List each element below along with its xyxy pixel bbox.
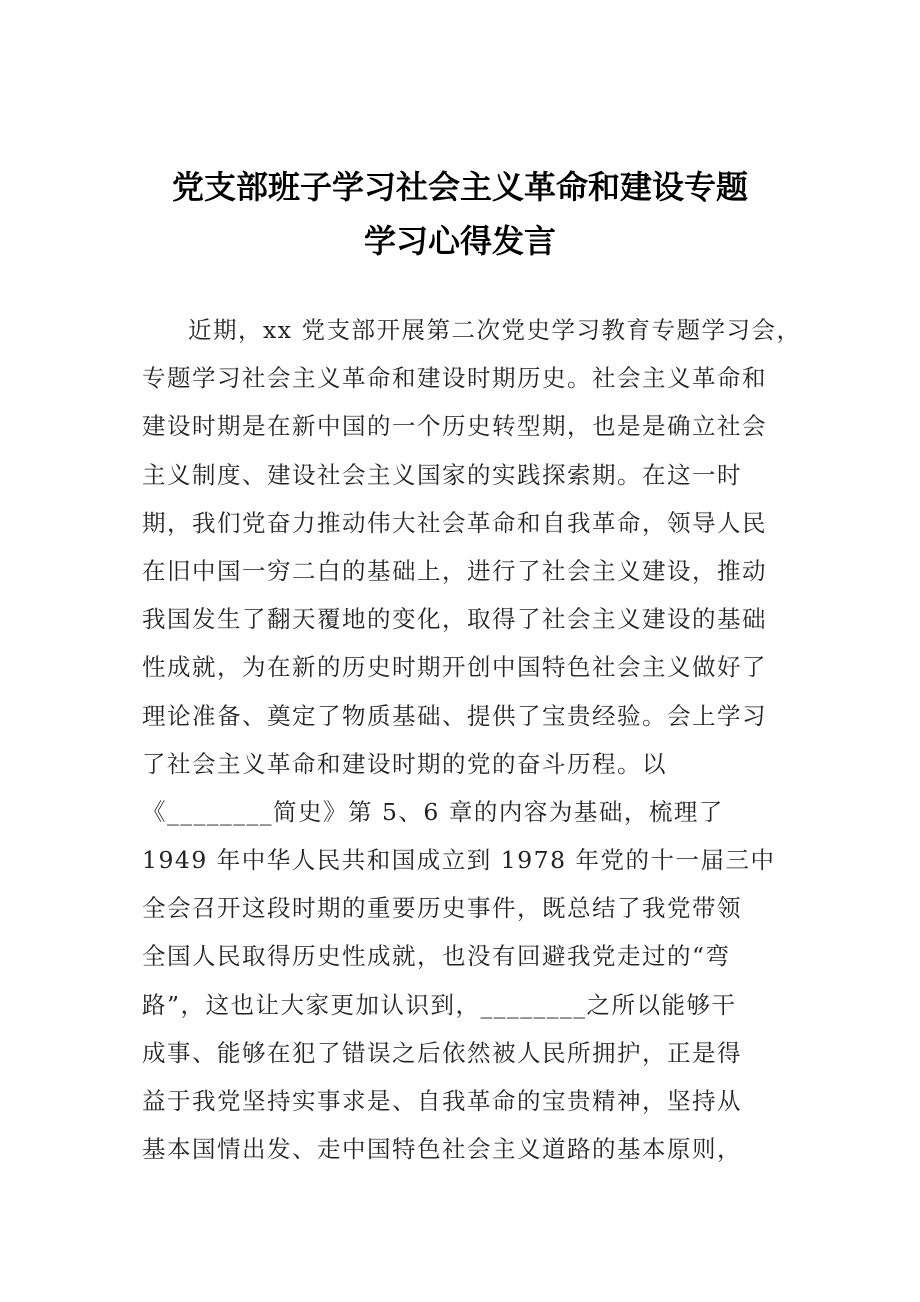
body-line-14: 全国人民取得历史性成就，也没有回避我党走过的“弯 [142,942,731,971]
body-paragraph [142,310,802,1177]
body-line-2: 专题学习社会主义革命和建设时期历史。社会主义革命和 [142,364,767,393]
document-title [0,160,920,268]
body-line-3: 建设时期是在新中国的一个历史转型期，也是是确立社会 [142,412,767,441]
title-line-2: 学习心得发言 [363,222,556,260]
body-line-15: 路”，这也让大家更加认识到，________之所以能够干 [142,990,737,1019]
body-line-17: 益于我党坚持实事求是、自我革命的宝贵精神，坚持从 [142,1087,742,1115]
title-line-1: 党支部班子学习社会主义革命和建设专题 [171,168,748,206]
body-line-12: 1949 年中华人民共和国成立到 1978 年党的十一届三中 [142,846,776,875]
body-line-18: 基本国情出发、走中国特色社会主义道路的基本原则， [142,1135,742,1164]
body-line-8: 性成就，为在新的历史时期开创中国特色社会主义做好了 [142,653,767,682]
body-line-7: 我国发生了翻天覆地的变化，取得了社会主义建设的基础 [142,605,767,634]
body-line-9: 理论准备、奠定了物质基础、提供了宝贵经验。会上学习 [142,701,767,730]
body-line-5: 期，我们党奋力推动伟大社会革命和自我革命，领导人民 [142,508,767,537]
body-line-16: 成事、能够在犯了错误之后依然被人民所拥护，正是得 [142,1038,742,1067]
body-line-13: 全会召开这段时期的重要历史事件，既总结了我党带领 [142,894,742,923]
body-line-11: 《________简史》第 5、6 章的内容为基础，梳理了 [142,797,724,826]
body-line-10: 了社会主义革命和建设时期的党的奋斗历程。以 [142,749,667,778]
body-line-4: 主义制度、建设社会主义国家的实践探索期。在这一时 [142,460,742,489]
body-line-1: 近期，xx 党支部开展第二次党史学习教育专题学习会， [188,316,802,344]
body-line-6: 在旧中国一穷二白的基础上，进行了社会主义建设，推动 [142,556,767,585]
